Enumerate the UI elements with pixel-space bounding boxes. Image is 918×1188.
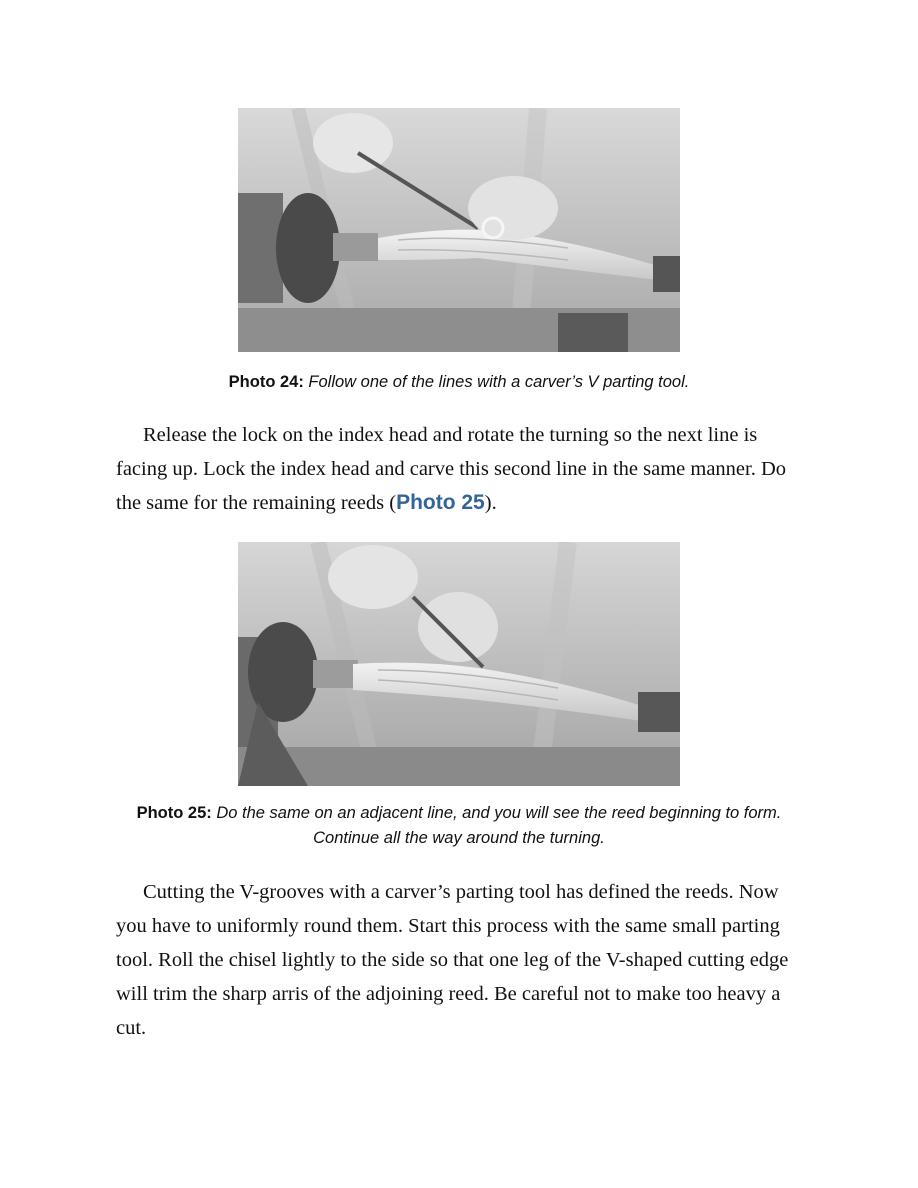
photo-24-caption-text: Follow one of the lines with a carver’s V parting tool. (308, 373, 690, 391)
photo-25-caption (116, 801, 802, 851)
paragraph-1 (116, 418, 806, 520)
photo-25-caption-text: Do the same on an adjacent line, and you will see the reed beginning to form. Continue all the way around the turning. (216, 804, 782, 847)
photo-25-label: Photo 25: (136, 804, 212, 822)
paragraph-2-text: Cutting the V-grooves with a carver’s parting tool has defined the reeds. Now you have to uniformly round them. Start this process with the same small parting tool. Roll the chisel lightly to the side so that one leg of the V-shaped cutting edge will trim the sharp arris of the adjoining reed. Be careful not to make too heavy a cut. (116, 881, 789, 1039)
paragraph-1-text: Release the lock on the index head and rotate the turning so the next line is facing up. Lock the index head and carve this second line in the same manner. Do the same for the remaining reeds ( (116, 424, 787, 514)
paragraph-1-end: ). (484, 492, 497, 514)
photo-25-link[interactable]: Photo 25 (396, 491, 485, 514)
photo-24-image (238, 108, 680, 352)
photo-24-caption (116, 370, 802, 395)
photo-25-image (238, 542, 680, 786)
photo-24-label: Photo 24: (228, 373, 304, 391)
paragraph-2 (116, 875, 806, 1045)
